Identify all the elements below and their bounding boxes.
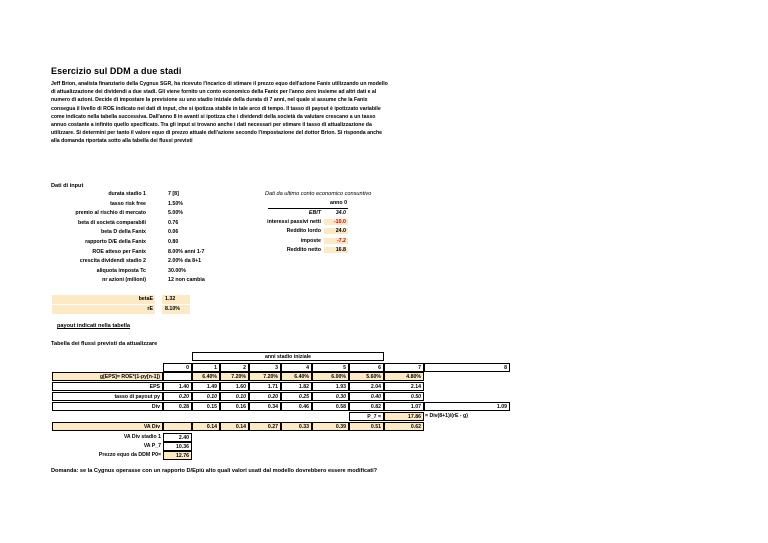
input-label: ROE atteso per Fanix [92, 248, 146, 255]
input-label: durata stadio 1 [108, 191, 146, 197]
flows-cell: 0.28 [163, 402, 192, 411]
income-row-value: 16.8 [324, 247, 348, 253]
question-text: Domanda: se la Cygnus operasse con un rapporto D/Epiù alto quali valori usati dal modello dovrebbero essere modificati? [51, 468, 378, 474]
summary-label: Prezzo equo da DDM P0= [98, 451, 161, 458]
flows-cell: 0.10 [192, 392, 220, 401]
flows-cell: 2.04 [349, 382, 384, 391]
input-label: tasso risk free [110, 200, 146, 207]
input-label: premio al rischio di mercato [75, 210, 146, 217]
summary-label: VA Div stadio 1 [123, 434, 161, 440]
year-header: 3 [249, 363, 281, 372]
year-header: 4 [281, 363, 312, 372]
input-value: 8.00% anni 1-7 [168, 248, 205, 255]
flows-cell: 0.16 [220, 402, 249, 411]
income-row-label: interessi passivi netti [267, 219, 321, 226]
year-header: 5 [312, 363, 349, 372]
flows-cell: 0.46 [281, 402, 312, 411]
flows-cell: 6.00% [312, 372, 349, 381]
flows-cell: 1.93 [312, 382, 349, 391]
input-value: 0.76 [168, 219, 179, 226]
flows-cell: 1.09 [424, 402, 510, 411]
va-cell: 0.14 [220, 422, 249, 431]
va-cell: 0.27 [249, 422, 281, 431]
flows-cell: 0.30 [312, 392, 349, 401]
income-row-value: 24.0 [324, 228, 348, 234]
flows-cell: 6.40% [281, 372, 312, 381]
income-divider [268, 208, 348, 209]
input-value: 12 non cambia [168, 277, 205, 284]
income-row-label: Reddito netto [286, 246, 321, 253]
input-label: nr azioni (milioni) [102, 277, 146, 284]
flows-cell: 1.07 [384, 402, 424, 411]
flows-cell: 5.60% [349, 372, 384, 381]
flows-cell: 7.20% [249, 372, 281, 381]
summary-value: 12.76 [163, 451, 192, 460]
flows-cell: 0.50 [384, 392, 424, 401]
flows-cell: 2.14 [384, 382, 424, 391]
income-row-label: EBIT [308, 210, 321, 216]
input-value: 5.00% [168, 210, 184, 217]
flows-cell: 0.20 [249, 392, 281, 401]
income-row-value: 34.0 [335, 210, 346, 216]
output-label: rE [52, 305, 155, 314]
intro-text: Jeff Brion, analista finanziario della Cygnus SGR, ha ricevuto l'incarico di stimare il prezzo equo dell'azione Fanix utilizzando un modello di attualizzazione dei dividendi a due stadi. Gli viene fornito un conto economico della Fanix per l'anno zero insieme ad altri dati e al numero di azioni. Decide di impostare la previsione su uno stadio iniziale della durata di 7 anni, nel quale si assume che la Fanix consegua il livello di ROE indicato nei dati di input, che si ipotizza stabile in tale arco di tempo. Il tasso di payout è ipotizzato variabile come indicato nella tabella successiva. Dall'anno 8 in avanti si ipotizza che i dividendi della società da valutare crescano a un tasso annuo costante a infinito quello specificato. Tra gli input si trovano anche i dati necessari per stimare il tasso di attualizzazione da utilizzare. Si determini per tanto il valore equo di prezzo attuale dell'azione secondo l'impostazione del dottor Brion. Si risponda anche alla domanda riportata sotto alla tabella dei flussi previsti [51, 81, 388, 145]
flows-cell [163, 372, 192, 381]
input-value: 1.50% [168, 200, 184, 207]
input-value: 0.06 [168, 229, 179, 236]
flows-row-label: tasso di payout py [52, 392, 163, 401]
flows-cell: 0.20 [163, 392, 192, 401]
year-header: 6 [349, 363, 384, 372]
input-label: crescita dividendi stadio 2 [79, 258, 146, 265]
flows-cell: 1.71 [249, 382, 281, 391]
income-row-label: Reddito lordo [286, 228, 321, 235]
p7-formula: = Div(8+1)/(rE - g) [425, 413, 468, 419]
va-cell: 0.62 [384, 422, 424, 431]
va-cell [163, 422, 192, 431]
income-row-value: -10.0 [324, 219, 348, 225]
payout-note: payout indicati nella tabella [57, 323, 131, 329]
year-header: 0 [163, 363, 192, 372]
input-label: beta di società comparabili [78, 219, 146, 226]
year-header: 2 [220, 363, 249, 372]
input-label: rapporto D/E della Fanix [85, 239, 146, 245]
output-value: 8.10% [162, 305, 190, 314]
flows-heading: Tabella dei flussi previsti da attualizzare [51, 341, 158, 347]
flows-row-label: Div [52, 402, 163, 411]
va-label: VA Div [52, 422, 163, 431]
summary-value: 10.36 [163, 442, 192, 451]
flows-cell: 1.60 [220, 382, 249, 391]
flows-cell: 6.40% [192, 372, 220, 381]
p7-label: P_7 = [349, 412, 384, 421]
va-cell: 0.51 [349, 422, 384, 431]
flows-row-label: EPS [52, 382, 163, 391]
input-value: 7 [8] [168, 191, 179, 197]
flows-row-label: g[EPS]= ROE*(1-py[n-1]) [52, 372, 163, 381]
flows-cell: 0.15 [192, 402, 220, 411]
va-cell: 0.39 [312, 422, 349, 431]
input-value: 0.80 [168, 239, 179, 245]
va-cell: 0.33 [281, 422, 312, 431]
flows-cell: 1.49 [192, 382, 220, 391]
summary-label: VA P_7 [143, 442, 161, 449]
income-year-label: anno 0 [330, 200, 348, 206]
flows-cell: 1.40 [163, 382, 192, 391]
flows-cell: 0.40 [349, 392, 384, 401]
p7-value: 17.86 [384, 412, 424, 421]
input-value: 2.00% da 8+1 [168, 258, 202, 265]
page-title: Esercizio sul DDM a due stadi [51, 66, 182, 76]
flows-cell: 0.34 [249, 402, 281, 411]
flows-cell: 4.80% [384, 372, 424, 381]
flows-cell: 1.82 [281, 382, 312, 391]
output-value: 1.32 [162, 295, 190, 304]
income-row-value: -7.2 [324, 238, 348, 244]
stage-header: anni stadio iniziale [192, 352, 384, 361]
year-header: 8 [424, 363, 510, 372]
input-label: aliquota imposta Tc [96, 267, 146, 274]
flows-cell: 0.10 [220, 392, 249, 401]
inputs-heading: Dati di input [51, 183, 84, 189]
summary-value: 2.40 [163, 433, 192, 442]
income-row-label: imposte [300, 237, 321, 244]
year-header: 7 [384, 363, 424, 372]
input-value: 30.00% [168, 267, 186, 274]
flows-cell: 0.58 [312, 402, 349, 411]
input-label: beta D della Fanix [100, 229, 146, 236]
flows-cell: 7.20% [220, 372, 249, 381]
flows-cell: 0.82 [349, 402, 384, 411]
output-label: betaE [52, 295, 155, 304]
year-header: 1 [192, 363, 220, 372]
flows-cell: 0.25 [281, 392, 312, 401]
income-heading: Dati da ultimo conto economico consuntivo [265, 191, 372, 197]
va-cell: 0.14 [192, 422, 220, 431]
